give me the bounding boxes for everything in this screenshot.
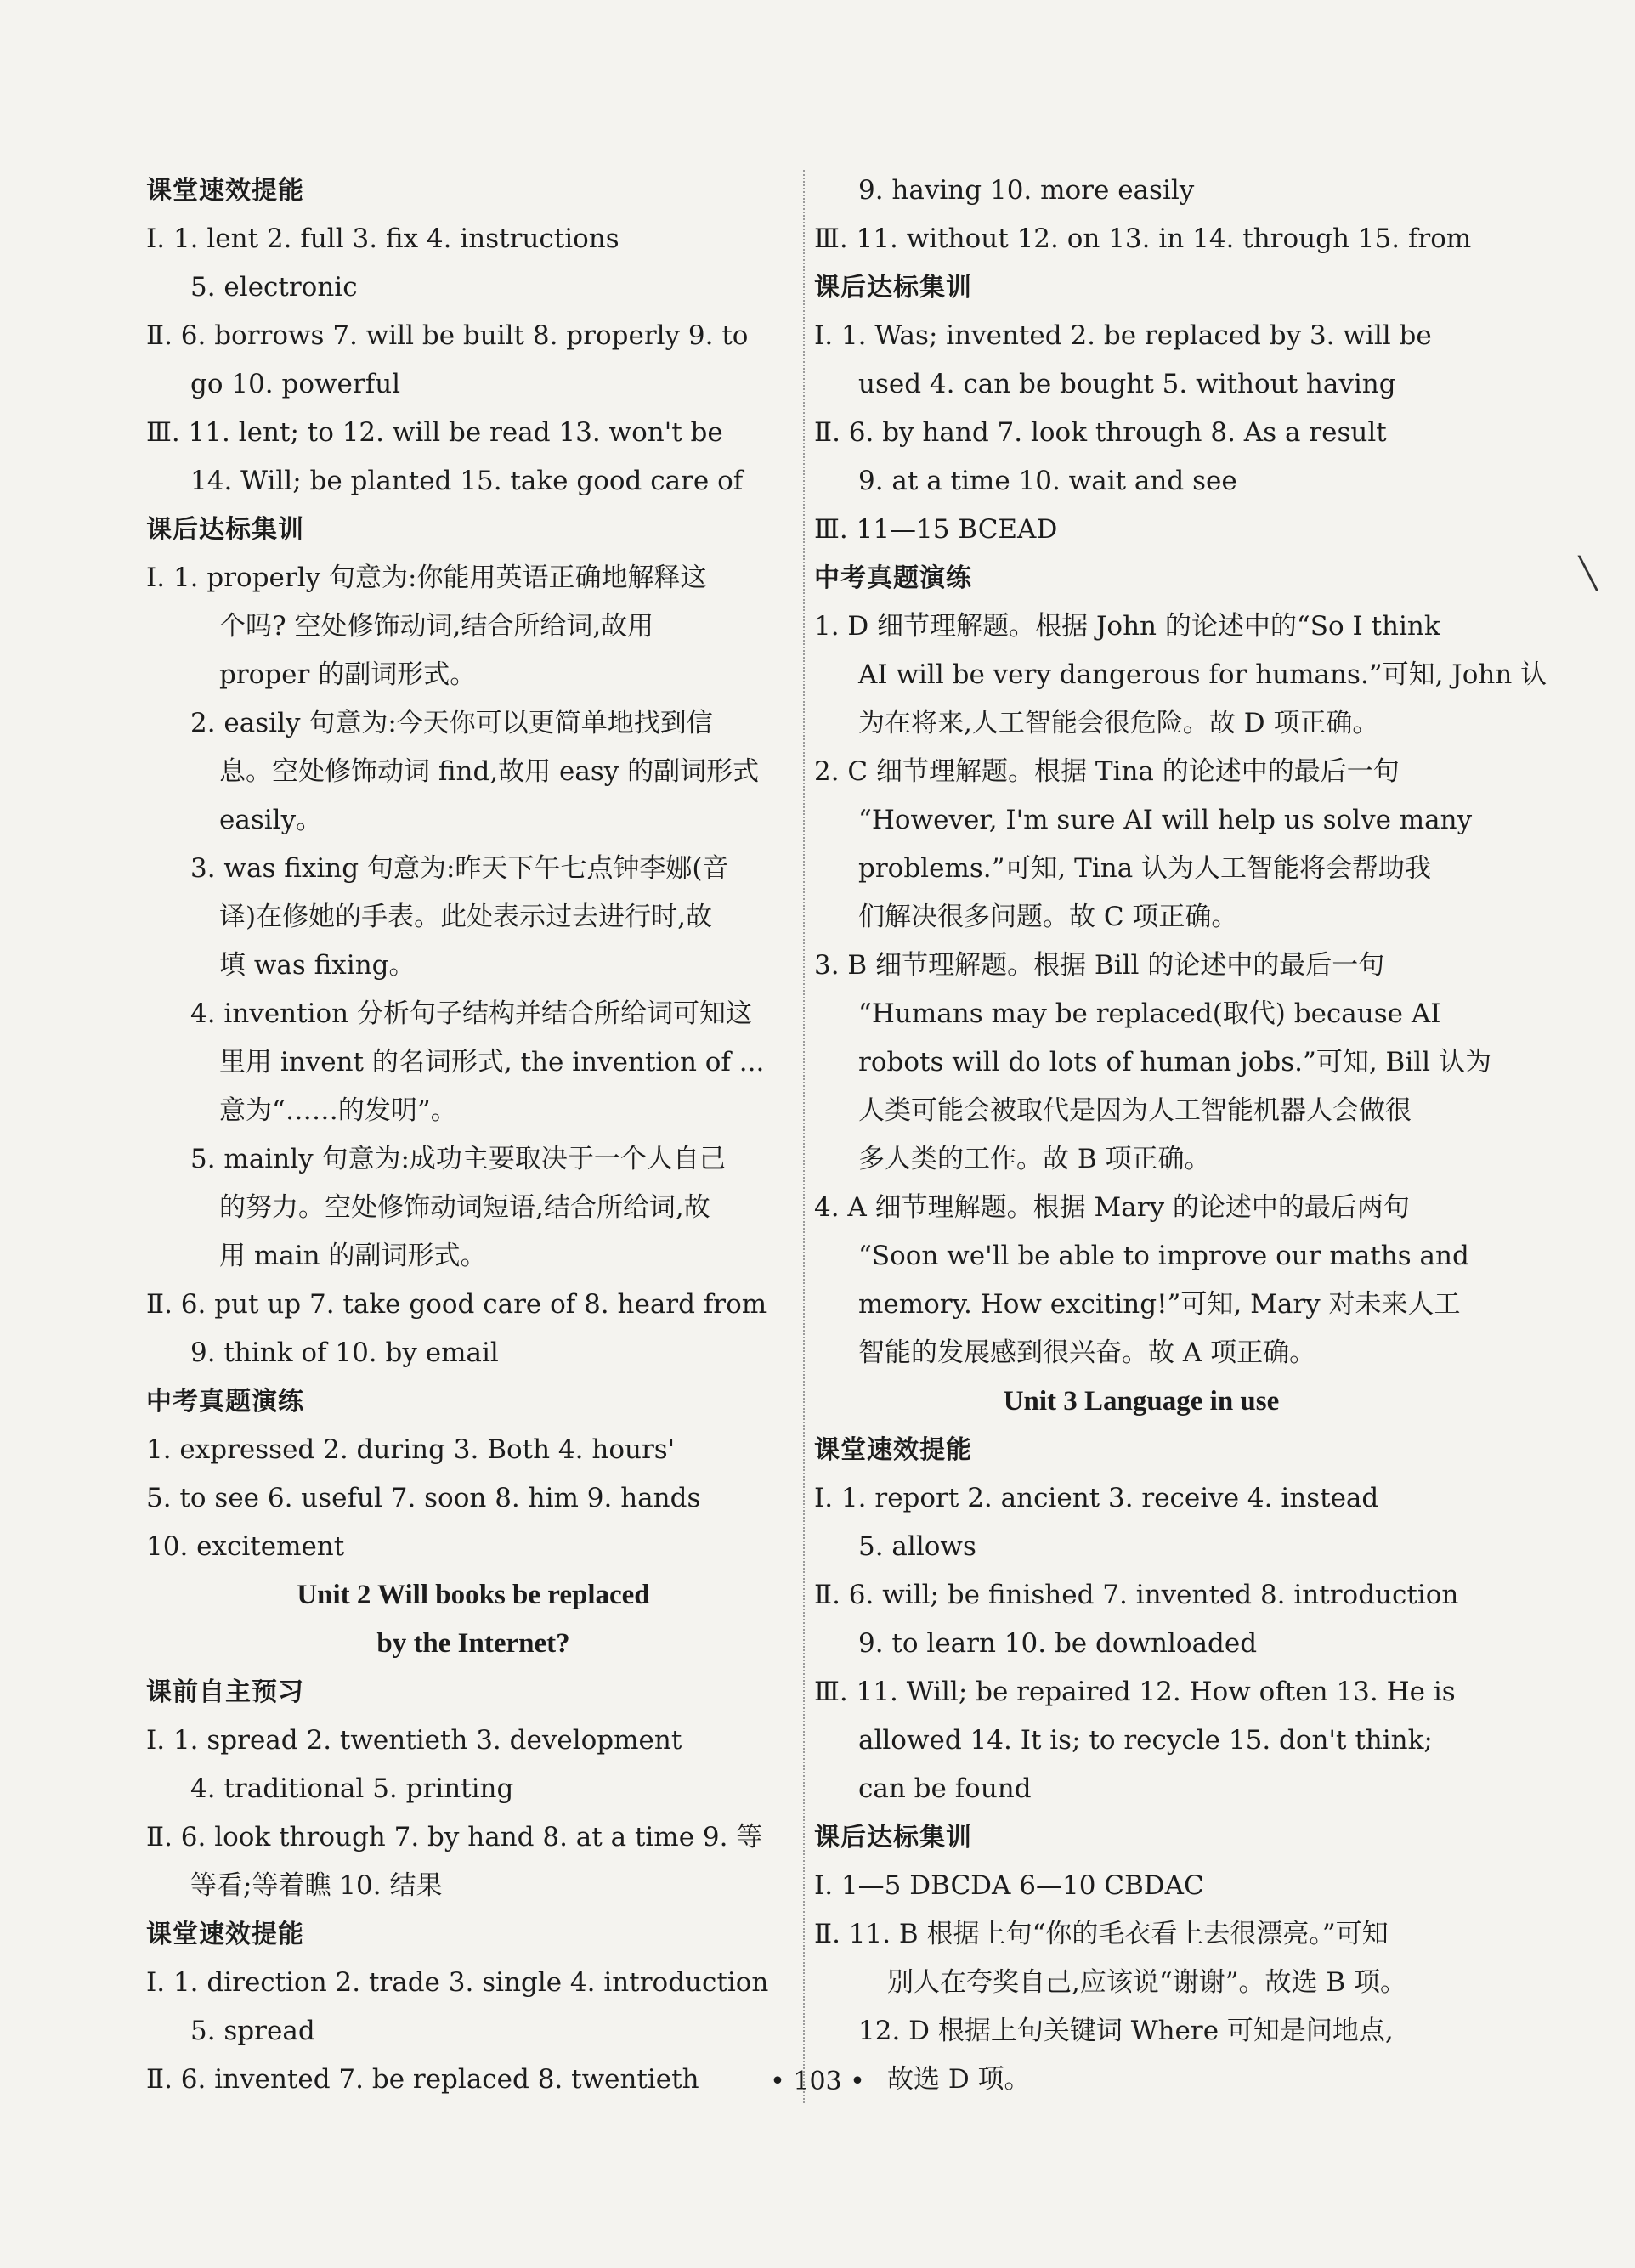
answer-line: 2. easily 句意为:今天你可以更简单地找到信 bbox=[190, 708, 713, 738]
answer-line: Ⅲ. 11. Will; be repaired 12. How often 13. He is bbox=[814, 1677, 1456, 1707]
answer-line: 3. B 细节理解题。根据 Bill 的论述中的最后一句 bbox=[814, 950, 1385, 981]
answer-line: robots will do lots of human jobs.”可知, Bill 认为 bbox=[858, 1047, 1491, 1077]
answer-line: 10. excitement bbox=[146, 1531, 345, 1562]
unit-title: Unit 2 Will books be replaced bbox=[297, 1580, 650, 1610]
answer-line: 用 main 的副词形式。 bbox=[219, 1241, 487, 1271]
answer-line: 意为“……的发明”。 bbox=[219, 1095, 457, 1126]
answer-line: Ⅰ. 1. Was; invented 2. be replaced by 3. will be bbox=[814, 320, 1432, 351]
answer-line: Ⅱ. 6. look through 7. by hand 8. at a time 9. 等 bbox=[146, 1822, 763, 1852]
answer-line: Ⅱ. 6. invented 7. be replaced 8. twentieth bbox=[146, 2064, 699, 2095]
section-heading: 课后达标集训 bbox=[814, 273, 972, 303]
answer-line: Ⅱ. 6. borrows 7. will be built 8. properly 9. to bbox=[146, 320, 749, 351]
answer-line: 9. having 10. more easily bbox=[858, 175, 1195, 206]
scan-mark: ╲ bbox=[1579, 557, 1598, 591]
answer-line: Ⅰ. 1. properly 句意为:你能用英语正确地解释这 bbox=[146, 563, 707, 593]
answer-line: “Soon we'll be able to improve our maths and bbox=[858, 1241, 1469, 1271]
answer-line: used 4. can be bought 5. without having bbox=[858, 369, 1396, 399]
right-column bbox=[814, 167, 1547, 2104]
answer-line: 5. to see 6. useful 7. soon 8. him 9. hands bbox=[146, 1483, 701, 1513]
answer-line: 的努力。空处修饰动词短语,结合所给词,故 bbox=[219, 1192, 710, 1223]
section-heading: 课堂速效提能 bbox=[146, 176, 304, 206]
answer-line: 9. think of 10. by email bbox=[190, 1338, 499, 1368]
answer-line: allowed 14. It is; to recycle 15. don't think; bbox=[858, 1725, 1433, 1756]
answer-line: Ⅲ. 11. without 12. on 13. in 14. through 15. from bbox=[814, 223, 1472, 254]
answer-line: 填 was fixing。 bbox=[219, 950, 416, 981]
answer-line: 5. spread bbox=[190, 2016, 315, 2046]
answer-line: easily。 bbox=[219, 805, 323, 835]
answer-line: 1. expressed 2. during 3. Both 4. hours' bbox=[146, 1434, 676, 1465]
answer-line: 3. was fixing 句意为:昨天下午七点钟李娜(音 bbox=[190, 853, 729, 884]
answer-line: 2. C 细节理解题。根据 Tina 的论述中的最后一句 bbox=[814, 756, 1400, 787]
answer-line: Ⅱ. 6. will; be finished 7. invented 8. introduction bbox=[814, 1580, 1459, 1610]
answer-line: Ⅱ. 6. by hand 7. look through 8. As a result bbox=[814, 417, 1387, 448]
section-heading: 课后达标集训 bbox=[146, 515, 304, 545]
section-heading: 课后达标集训 bbox=[814, 1823, 972, 1852]
answer-line: 4. A 细节理解题。根据 Mary 的论述中的最后两句 bbox=[814, 1192, 1410, 1223]
answer-line: 为在将来,人工智能会很危险。故 D 项正确。 bbox=[858, 708, 1379, 738]
unit-title: by the Internet? bbox=[376, 1628, 570, 1659]
answer-line: Ⅱ. 6. put up 7. take good care of 8. heard from bbox=[146, 1289, 767, 1320]
section-heading: 课堂速效提能 bbox=[146, 1920, 304, 1949]
answer-line: Ⅰ. 1. lent 2. full 3. fix 4. instructions bbox=[146, 223, 619, 254]
section-heading: 中考真题演练 bbox=[146, 1387, 304, 1417]
answer-line: Ⅰ. 1—5 DBCDA 6—10 CBDAC bbox=[814, 1870, 1204, 1901]
answer-line: Ⅱ. 11. B 根据上句“你的毛衣看上去很漂亮。”可知 bbox=[814, 1919, 1389, 1949]
answer-line: 5. mainly 句意为:成功主要取决于一个人自己 bbox=[190, 1144, 726, 1174]
answer-line: 别人在夸奖自己,应该说“谢谢”。故选 B 项。 bbox=[887, 1967, 1407, 1998]
answer-line: Ⅲ. 11. lent; to 12. will be read 13. won't be bbox=[146, 417, 723, 448]
answer-line: “Humans may be replaced(取代) because AI bbox=[858, 998, 1441, 1029]
page-number: • 103 • bbox=[770, 2067, 865, 2096]
answer-line: 译)在修她的手表。此处表示过去进行时,故 bbox=[219, 902, 712, 932]
answer-line: 9. at a time 10. wait and see bbox=[858, 466, 1237, 496]
answer-line: 14. Will; be planted 15. take good care of bbox=[190, 466, 744, 496]
answer-line: 们解决很多问题。故 C 项正确。 bbox=[858, 902, 1238, 932]
column-divider bbox=[803, 170, 805, 2103]
answer-line: 5. allows bbox=[858, 1531, 976, 1562]
answer-line: go 10. powerful bbox=[190, 369, 401, 399]
answer-line: Ⅲ. 11—15 BCEAD bbox=[814, 514, 1058, 545]
answer-line: 等看;等着瞧 10. 结果 bbox=[190, 1870, 443, 1901]
answer-line: proper 的副词形式。 bbox=[219, 659, 477, 690]
answer-line: “However, I'm sure AI will help us solve many bbox=[858, 805, 1473, 835]
answer-line: Ⅰ. 1. direction 2. trade 3. single 4. introduction bbox=[146, 1967, 769, 1998]
answer-line: can be found bbox=[858, 1773, 1032, 1804]
left-column bbox=[146, 167, 801, 2104]
section-heading: 课前自主预习 bbox=[146, 1677, 304, 1707]
answer-line: 12. D 根据上句关键词 Where 可知是问地点, bbox=[858, 2016, 1394, 2046]
answer-line: 5. electronic bbox=[190, 272, 358, 303]
answer-line: 1. D 细节理解题。根据 John 的论述中的“So I think bbox=[814, 611, 1440, 642]
answer-line: 人类可能会被取代是因为人工智能机器人会做很 bbox=[858, 1095, 1412, 1126]
answer-line: memory. How exciting!”可知, Mary 对未来人工 bbox=[858, 1289, 1461, 1320]
section-heading: 中考真题演练 bbox=[814, 563, 972, 593]
answer-line: 多人类的工作。故 B 项正确。 bbox=[858, 1144, 1211, 1174]
answer-line: 智能的发展感到很兴奋。故 A 项正确。 bbox=[858, 1338, 1316, 1368]
answer-line: 息。空处修饰动词 find,故用 easy 的副词形式 bbox=[219, 756, 760, 787]
answer-line: problems.”可知, Tina 认为人工智能将会帮助我 bbox=[858, 853, 1432, 884]
section-heading: 课堂速效提能 bbox=[814, 1435, 972, 1465]
answer-line: AI will be very dangerous for humans.”可知, John 认 bbox=[858, 659, 1547, 690]
answer-line: 个吗? 空处修饰动词,结合所给词,故用 bbox=[219, 611, 654, 642]
answer-line: 故选 D 项。 bbox=[887, 2064, 1031, 2095]
unit-title: Unit 3 Language in use bbox=[1003, 1386, 1280, 1417]
answer-line: Ⅰ. 1. spread 2. twentieth 3. development bbox=[146, 1725, 682, 1756]
answer-line: 4. traditional 5. printing bbox=[190, 1773, 514, 1804]
answer-line: Ⅰ. 1. report 2. ancient 3. receive 4. instead bbox=[814, 1483, 1379, 1513]
answer-line: 里用 invent 的名词形式, the invention of ... bbox=[219, 1047, 765, 1077]
answer-line: 9. to learn 10. be downloaded bbox=[858, 1628, 1258, 1659]
answer-line: 4. invention 分析句子结构并结合所给词可知这 bbox=[190, 998, 752, 1029]
